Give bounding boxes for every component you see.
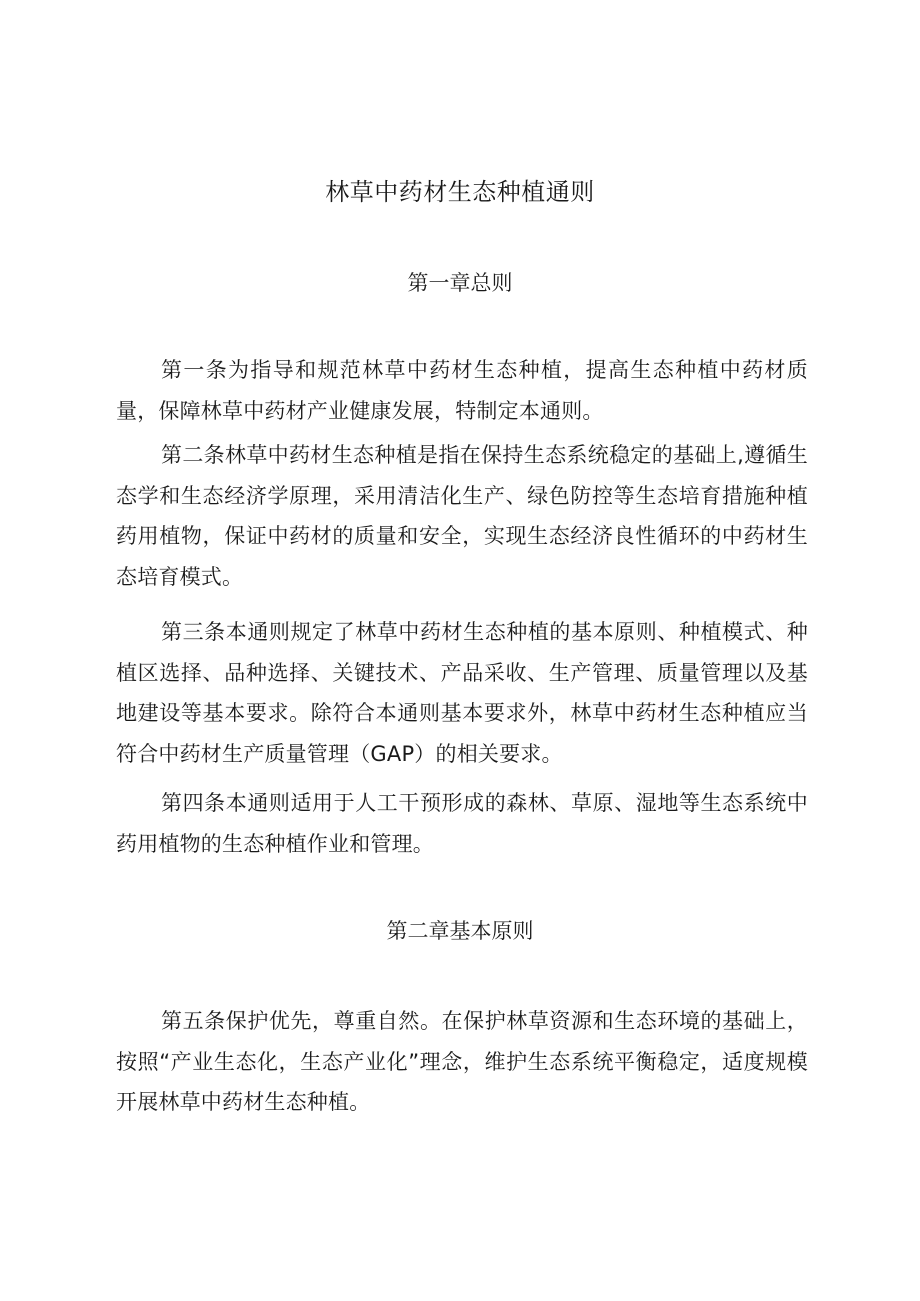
article-5: 第五条保护优先，尊重自然。在保护林草资源和生态环境的基础上，按照“产业生态化，生态产业化”理念，维护生态系统平衡稳定，适度规模开展林草中药材生态种植。 [116, 1009, 808, 1114]
chapter-1-heading: 第一章总则 [407, 271, 513, 295]
article-1: 第一条为指导和规范林草中药材生态种植，提高生态种植中药材质量，保障林草中药材产业健康发展，特制定本通则。 [116, 358, 808, 423]
document-title: 林草中药材生态种植通则 [325, 178, 595, 206]
chapter-2-heading: 第二章基本原则 [386, 919, 534, 943]
article-2: 第二条林草中药材生态种植是指在保持生态系统稳定的基础上,遵循生态学和生态经济学原理，采用清洁化生产、绿色防控等生态培育措施种植药用植物，保证中药材的质量和安全，实现生态经济良性循环的中药材生态培育模式。 [116, 443, 808, 589]
article-3: 第三条本通则规定了林草中药材生态种植的基本原则、种植模式、种植区选择、品种选择、关键技术、产品采收、生产管理、质量管理以及基地建设等基本要求。除符合本通则基本要求外，林草中药材生态种植应当符合中药材生产质量管理（GAP）的相关要求。 [116, 620, 808, 766]
article-4: 第四条本通则适用于人工干预形成的森林、草原、湿地等生态系统中药用植物的生态种植作业和管理。 [116, 791, 808, 856]
